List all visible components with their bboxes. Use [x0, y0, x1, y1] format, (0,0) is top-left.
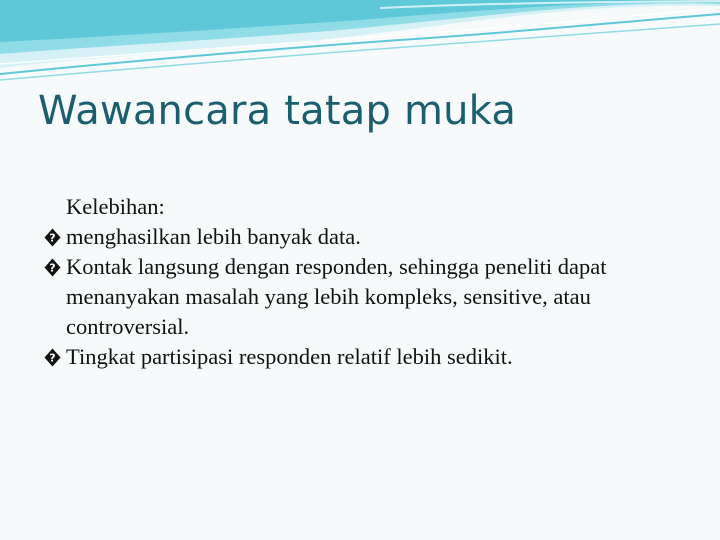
- svg-text:?: ?: [49, 351, 56, 365]
- replacement-char-icon: [44, 258, 61, 277]
- svg-text:?: ?: [49, 261, 56, 275]
- bullet-item: [44, 342, 694, 372]
- section-heading: Kelebihan:: [66, 194, 165, 219]
- bullet-item: [44, 222, 694, 252]
- bullet-text: Kontak langsung dengan responden, sehingga peneliti dapat menanyakan masalah yang lebih kompleks, sensitive, atau controversial.: [66, 254, 607, 339]
- slide-title: Wawancara tatap muka: [38, 88, 517, 134]
- replacement-char-icon: [44, 348, 61, 367]
- header-wave-decoration: [0, 0, 720, 90]
- slide-body: [44, 192, 694, 372]
- svg-text:?: ?: [49, 231, 56, 245]
- bullet-text: menghasilkan lebih banyak data.: [66, 224, 361, 249]
- replacement-char-icon: [44, 228, 61, 247]
- bullet-item: [44, 252, 694, 342]
- bullet-text: Tingkat partisipasi responden relatif lebih sedikit.: [66, 344, 513, 369]
